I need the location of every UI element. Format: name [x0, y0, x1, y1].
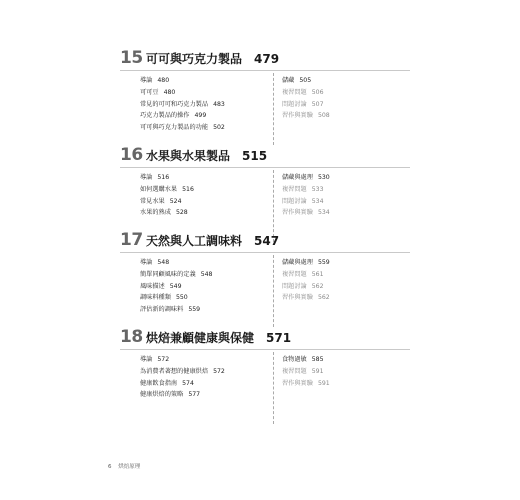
- toc-entry[interactable]: [140, 389, 270, 401]
- toc-entry-page: 577: [188, 391, 201, 399]
- toc-right-column: [282, 75, 410, 122]
- chapter-title: [146, 147, 267, 164]
- toc-entry-label: 導論: [140, 174, 153, 181]
- toc-entry-page: 524: [169, 197, 182, 205]
- toc-entry-label: 食物過敏: [282, 356, 307, 363]
- toc-entry-page: 534: [311, 197, 324, 205]
- toc-right-column: [282, 172, 410, 219]
- toc-entry[interactable]: [140, 75, 270, 87]
- toc-entry[interactable]: [140, 354, 270, 366]
- toc-entry-page: 502: [213, 124, 225, 132]
- footer-page-number: 6: [108, 464, 112, 470]
- toc-entry-label: 常見的可可和巧克力製品: [140, 100, 209, 108]
- toc-entry-page: 506: [311, 88, 324, 96]
- toc-entry[interactable]: [140, 110, 270, 122]
- chapter-number: 15: [120, 48, 143, 68]
- toc-entry-label: 巧克力製品的操作: [140, 112, 190, 120]
- toc-entry-label: 導論: [140, 356, 153, 363]
- toc-entry-label: 導論: [140, 259, 153, 266]
- toc-entry-page: 548: [157, 259, 170, 266]
- toc-entry[interactable]: [282, 292, 410, 304]
- toc-entry-page: 507: [311, 100, 324, 108]
- chapter-17: [120, 230, 410, 333]
- toc-entry-page: 530: [317, 174, 330, 181]
- toc-entry[interactable]: [140, 207, 270, 219]
- toc-entry-page: 585: [311, 356, 324, 363]
- toc-entry-label: 常見水果: [140, 197, 165, 205]
- toc-entry-page: 549: [169, 282, 182, 290]
- toc-entry-label: 可可與巧克力製品的功能: [140, 124, 209, 132]
- toc-entry[interactable]: [282, 378, 410, 390]
- toc-entry-page: 480: [157, 77, 170, 84]
- toc-entry[interactable]: [282, 366, 410, 378]
- chapter-page: 547: [254, 234, 280, 248]
- toc-entry-label: 習作與實驗: [282, 294, 313, 302]
- toc-entry[interactable]: [140, 269, 270, 281]
- chapter-heading: [120, 145, 410, 168]
- toc-entry[interactable]: [140, 378, 270, 390]
- toc-entry-label: 風味描述: [140, 282, 165, 290]
- toc-entry-page: 505: [299, 77, 312, 84]
- toc-entry[interactable]: [140, 122, 270, 134]
- chapter-title-text: 可可與巧克力製品: [146, 52, 243, 66]
- toc-entry-page: 562: [311, 282, 324, 290]
- toc-entry[interactable]: [140, 304, 270, 316]
- toc-entry-page: 499: [194, 112, 207, 120]
- toc-entry-label: 為消費者著想的健康烘焙: [140, 367, 209, 375]
- toc-entry-label: 導論: [140, 77, 153, 84]
- footer-book-title: 烘焙原理: [118, 464, 141, 470]
- toc-entry[interactable]: [282, 110, 410, 122]
- toc-entry[interactable]: [140, 292, 270, 304]
- toc-left-column: [140, 257, 270, 316]
- column-divider: [273, 352, 274, 424]
- toc-entry[interactable]: [282, 99, 410, 111]
- toc-entry[interactable]: [282, 196, 410, 208]
- toc-entry-label: 複習問題: [282, 185, 307, 193]
- chapter-title: [146, 50, 279, 67]
- toc-entry-label: 問題討論: [282, 100, 307, 108]
- chapter-18: [120, 327, 410, 430]
- toc-entry-page: 562: [317, 294, 330, 302]
- toc-entry-page: 533: [311, 185, 324, 193]
- chapter-page: 571: [266, 331, 292, 345]
- toc-right-column: [282, 257, 410, 304]
- toc-entry-page: 561: [311, 270, 324, 278]
- toc-entry[interactable]: [282, 172, 410, 184]
- toc-entry[interactable]: [282, 281, 410, 293]
- toc-entry[interactable]: [282, 87, 410, 99]
- toc-entry-label: 複習問題: [282, 88, 307, 96]
- toc-entry-label: 簡單同顧風味的定義: [140, 270, 196, 278]
- chapter-page: 479: [254, 52, 280, 66]
- toc-entry-page: 548: [200, 270, 213, 278]
- toc-entry-page: 574: [182, 379, 194, 387]
- toc-entry-label: 複習問題: [282, 270, 307, 278]
- toc-entry-label: 習作與實驗: [282, 209, 313, 217]
- toc-entry-label: 評估新的調味料: [140, 306, 184, 314]
- toc-entry-page: 483: [213, 100, 225, 108]
- toc-entry[interactable]: [282, 257, 410, 269]
- toc-entry-page: 550: [175, 294, 188, 302]
- toc-entry-label: 水果的熟成: [140, 209, 171, 217]
- toc-entry[interactable]: [282, 269, 410, 281]
- toc-entry[interactable]: [140, 281, 270, 293]
- chapter-number: 16: [120, 145, 143, 165]
- toc-entry[interactable]: [140, 257, 270, 269]
- toc-entry-label: 健康飲食指南: [140, 379, 178, 387]
- toc-entry-label: 儲藏與處理: [282, 259, 313, 266]
- toc-entry-page: 591: [311, 367, 324, 375]
- toc-entry-page: 572: [157, 356, 170, 363]
- chapter-title: [146, 232, 279, 249]
- toc-entry-label: 儲藏與處理: [282, 174, 313, 181]
- toc-entry-page: 559: [188, 306, 201, 314]
- toc-entry-label: 調味料種類: [140, 294, 171, 302]
- toc-entry-label: 健康烘焙的策略: [140, 391, 184, 399]
- chapter-heading: [120, 48, 410, 71]
- column-divider: [273, 255, 274, 327]
- toc-left-column: [140, 75, 270, 134]
- toc-entry[interactable]: [140, 184, 270, 196]
- chapter-heading: [120, 327, 410, 350]
- toc-entry[interactable]: [282, 354, 410, 366]
- toc-entry-label: 習作與實驗: [282, 379, 313, 387]
- toc-entry[interactable]: [282, 75, 410, 87]
- page-footer: [108, 462, 140, 470]
- toc-entry-page: 508: [317, 112, 330, 120]
- toc-entry[interactable]: [140, 366, 270, 378]
- toc-entry-label: 複習問題: [282, 367, 307, 375]
- toc-left-column: [140, 172, 270, 219]
- toc-entry-page: 591: [317, 379, 330, 387]
- toc-entry-label: 習作與實驗: [282, 112, 313, 120]
- toc-entry-page: 480: [163, 88, 176, 96]
- toc-entry[interactable]: [140, 196, 270, 208]
- chapter-15: [120, 48, 410, 151]
- chapter-title-text: 天然與人工調味料: [146, 234, 243, 248]
- toc-entry[interactable]: [282, 207, 410, 219]
- toc-entry-label: 如何選購水果: [140, 185, 178, 193]
- toc-right-column: [282, 354, 410, 389]
- toc-entry-label: 可可豆: [140, 88, 159, 96]
- toc-entry-page: 559: [317, 259, 330, 266]
- chapter-title-text: 烘焙兼顧健康與保健: [146, 331, 255, 345]
- toc-entry-page: 534: [317, 209, 330, 217]
- toc-left-column: [140, 354, 270, 401]
- toc-entry[interactable]: [140, 99, 270, 111]
- toc-entry-label: 問題討論: [282, 282, 307, 290]
- chapter-title: [146, 329, 291, 346]
- toc-entry-label: 儲藏: [282, 77, 295, 84]
- toc-entry[interactable]: [140, 172, 270, 184]
- toc-entry-page: 516: [157, 174, 170, 181]
- chapter-title-text: 水果與水果製品: [146, 149, 231, 163]
- chapter-heading: [120, 230, 410, 253]
- toc-entry-label: 問題討論: [282, 197, 307, 205]
- toc-entry-page: 572: [213, 367, 225, 375]
- toc-entry[interactable]: [282, 184, 410, 196]
- chapter-page: 515: [242, 149, 268, 163]
- column-divider: [273, 73, 274, 145]
- chapter-number: 18: [120, 327, 143, 347]
- toc-entry[interactable]: [140, 87, 270, 99]
- toc-entry-page: 516: [182, 185, 194, 193]
- chapter-number: 17: [120, 230, 143, 250]
- toc-entry-page: 528: [175, 209, 188, 217]
